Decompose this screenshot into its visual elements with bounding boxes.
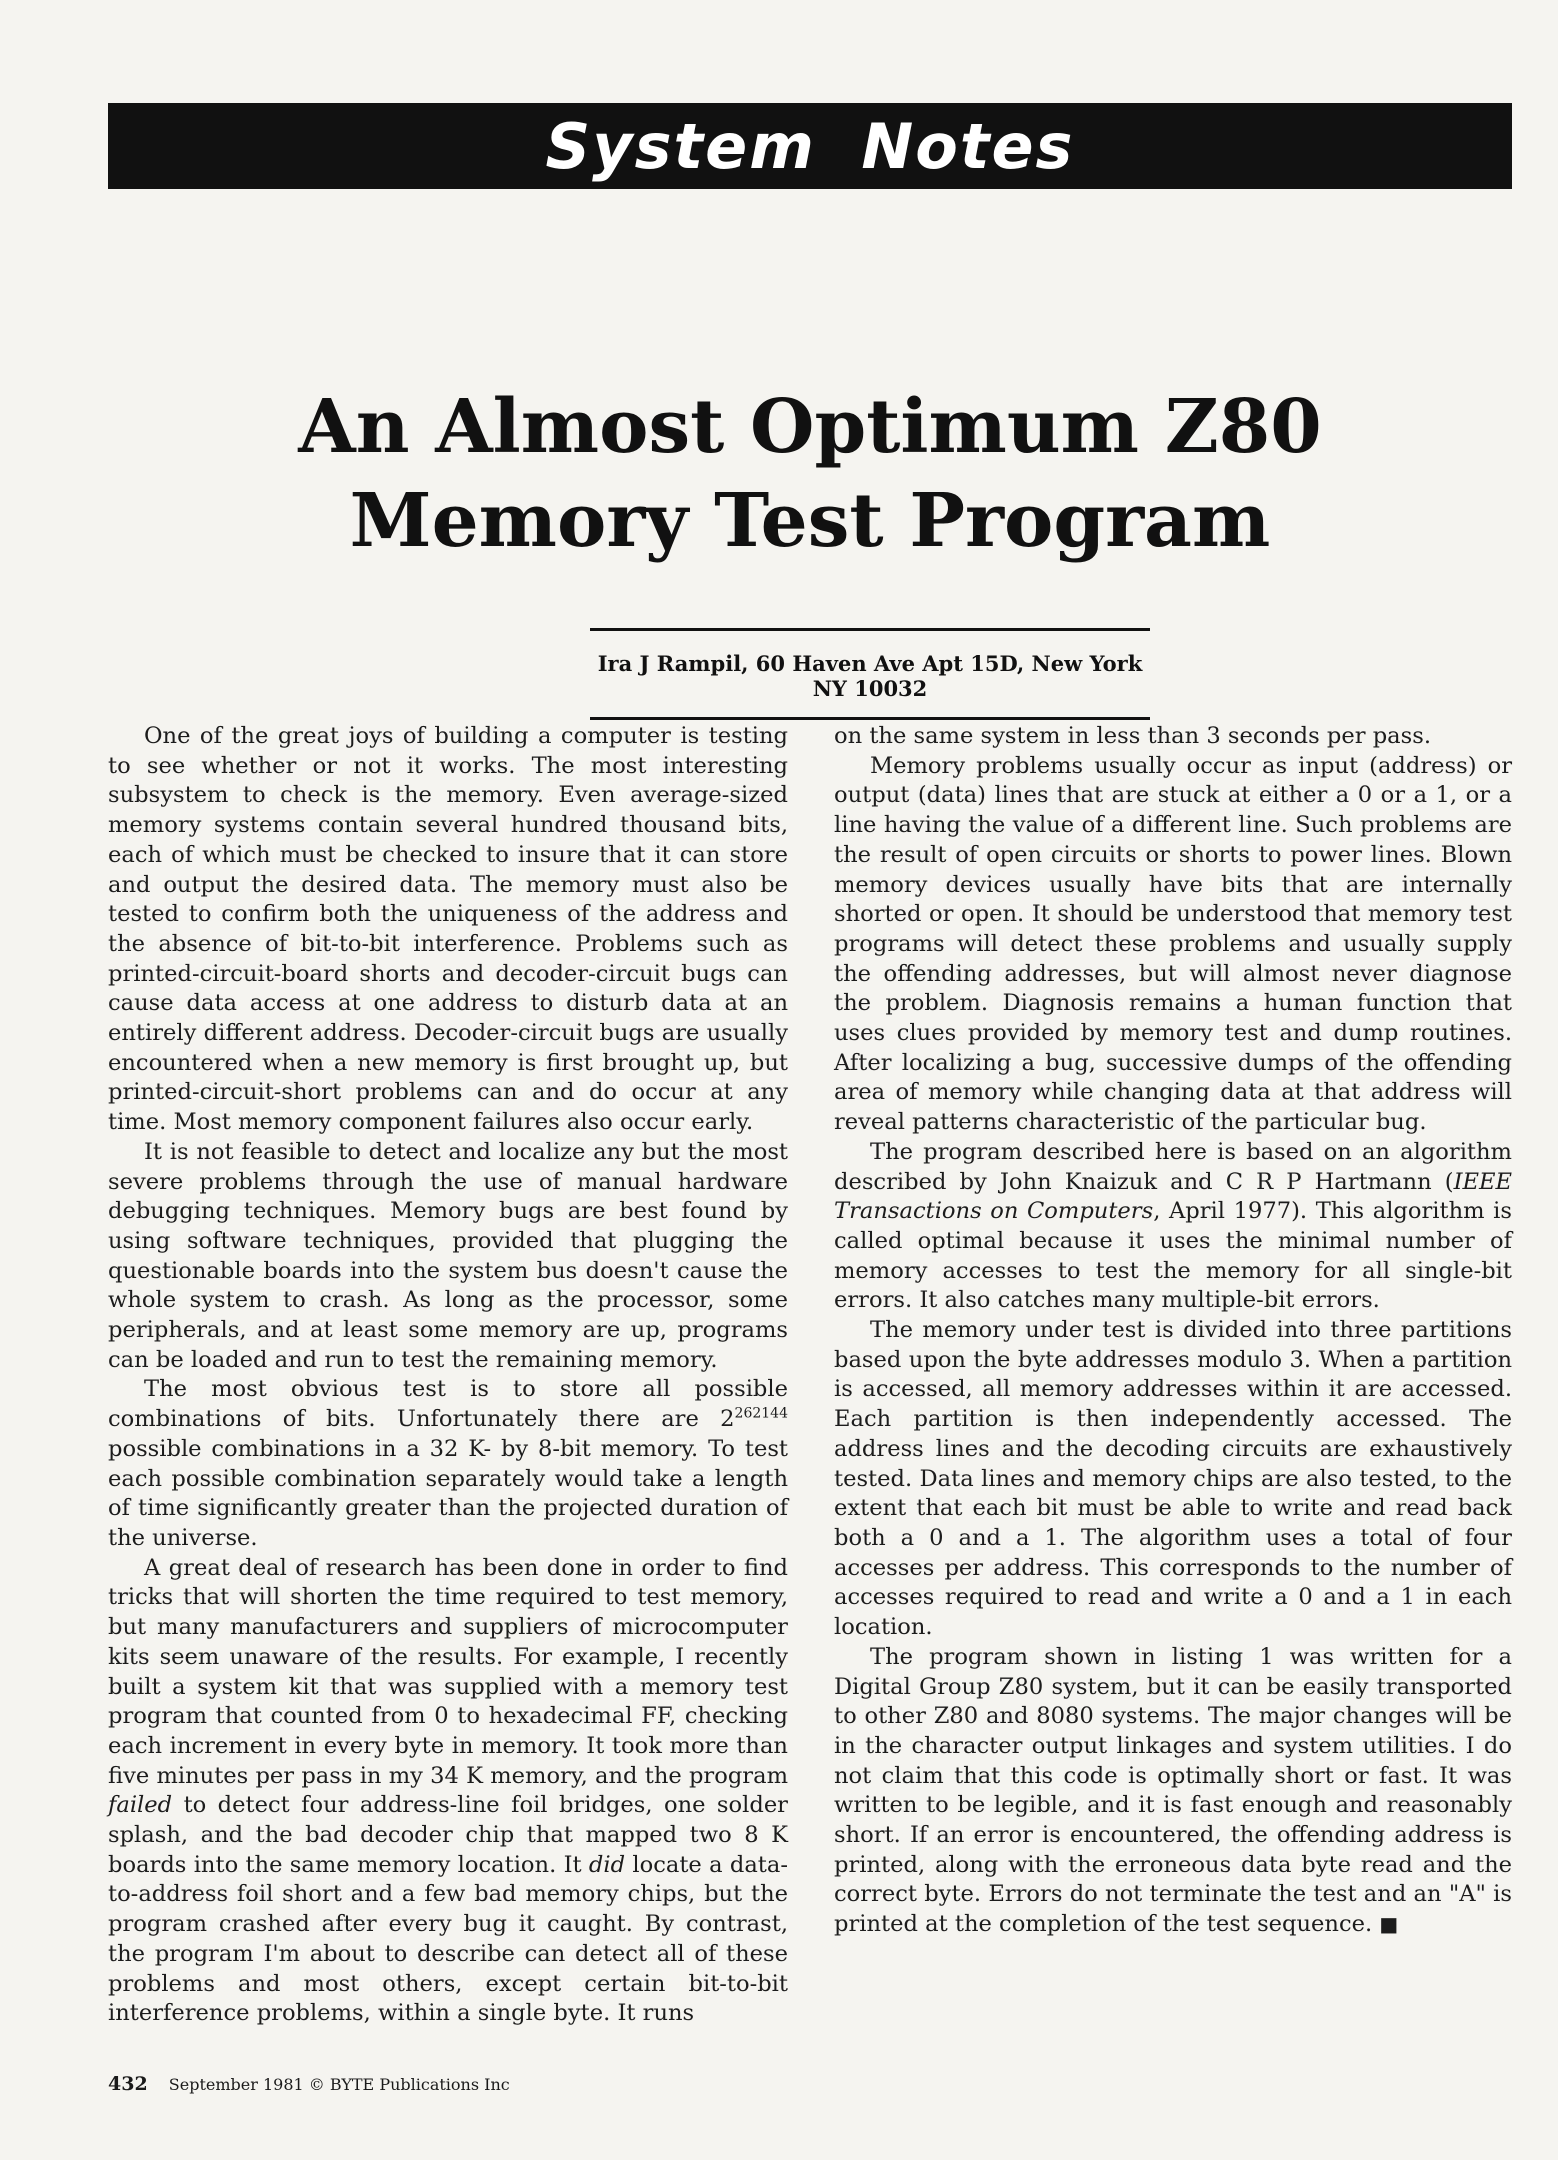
paragraph: One of the great joys of building a computer is testing to see whether or not it works. The most interesting subsystem to check is the memory. Even average-sized memory systems contain several hundred thousand bits, each of which must be checked to insure that it can store and output the desired data. The memory must also be tested to confirm both the uniqueness of the address and the absence of bit-to-bit interference. Problems such as printed-circuit-board shorts and decoder-circuit bugs can cause data access at one address to disturb data at an entirely different address. Decoder-circuit bugs are usually encountered when a new memory is first brought up, but printed-circuit-short problems can and do occur at any time. Most memory component failures also occur early. [108, 723, 788, 1136]
text-run: possible combinations in a 32 K- by 8-bit memory. To test each possible combination separately would take a length of time significantly greater than the projected duration of the universe. [108, 1435, 788, 1551]
paragraph [108, 1375, 788, 1553]
footer-text: September 1981 © BYTE Publications Inc [168, 2075, 510, 2094]
emphasis: failed [108, 1792, 173, 1819]
exponent: 262144 [734, 1405, 788, 1422]
right-column [834, 722, 1512, 1940]
text-run: to detect four address-line foil bridges, one solder splash, and the bad decoder chip that mapped two 8 K boards into the same memory location. It [108, 1792, 788, 1878]
left-column [108, 722, 788, 2029]
text-run: A great deal of research has been done in order to find tricks that will shorten the time required to test memory, but many manufacturers and suppliers of microcomputer kits seem unaware of the results. For example, I recently built a system kit that was supplied with a memory test program that counted from 0 to hexadecimal FF, checking each increment in every byte in memory. It took more than five minutes per pass in my 34 K memory, and the program [108, 1554, 788, 1789]
text-run: The program shown in listing 1 was written for a Digital Group Z80 system, but it can be easily transported to other Z80 and 8080 systems. The major changes will be in the character output linkages and system utilities. I do not claim that this code is optimally short or fast. It was written to be legible, and it is fast enough and reasonably short. If an error is encountered, the offending address is printed, along with the erroneous data byte read and the correct byte. Errors do not terminate the test and an "A" is printed at the completion of the test sequence. [834, 1643, 1512, 1938]
journal-title: IEEE Transactions on Computers [834, 1168, 1512, 1225]
text-run: The most obvious test is to store all possible combinations of bits. Unfortunately there are 2 [108, 1376, 788, 1433]
title-line-2: Memory Test Program [349, 478, 1271, 564]
title-line-1: An Almost Optimum Z80 [298, 384, 1322, 470]
article-title [108, 380, 1512, 568]
paragraph [108, 1554, 788, 2029]
paragraph: on the same system in less than 3 seconds per pass. [834, 723, 1432, 749]
banner-title: System Notes [545, 109, 1075, 183]
paragraph: It is not feasible to detect and localize any but the most severe problems through the use of manual hardware debugging techniques. Memory bugs are best found by using software techniques, provided that plugging the questionable boards into the system bus doesn't cause the whole system to crash. As long as the processor, some peripherals, and at least some memory are up, programs can be loaded and run to test the remaining memory. [108, 1138, 788, 1373]
text-run: locate a data-to-address foil short and a few bad memory chips, but the program crashed after every bug it caught. By contrast, the program I'm about to describe can detect all of these problems and most others, except certain bit-to-bit interference problems, within a single byte. It runs [108, 1851, 788, 2027]
text-run: , April 1977). This algorithm is called optimal because it uses the minimal number of memory accesses to test the memory for all single-bit errors. It also catches many multiple-bit errors. [834, 1198, 1512, 1314]
emphasis: did [588, 1851, 626, 1878]
paragraph [834, 1643, 1512, 1940]
paragraph: Memory problems usually occur as input (address) or output (data) lines that are stuck at either a 0 or a 1, or a line having the value of a different line. Such problems are the result of open circuits or shorts to power lines. Blown memory devices usually have bits that are internally shorted or open. It should be understood that memory test programs will detect these problems and usually supply the offending addresses, but will almost never diagnose the problem. Diagnosis remains a human function that uses clues provided by memory test and dump routines. After localizing a bug, successive dumps of the offending area of memory while changing data at that address will reveal patterns characteristic of the particular bug. [834, 752, 1512, 1136]
author-byline: Ira J Rampil, 60 Haven Ave Apt 15D, New York NY 10032 [590, 628, 1150, 720]
text-run: The program described here is based on an algorithm described by John Knaizuk and C R P Hartmann ( [834, 1138, 1512, 1195]
paragraph: The memory under test is divided into three partitions based upon the byte addresses modulo 3. When a partition is accessed, all memory addresses within it are accessed. Each partition is then independently accessed. The address lines and the decoding circuits are exhaustively tested. Data lines and memory chips are also tested, to the extent that each bit must be able to write and read back both a 0 and a 1. The algorithm uses a total of four accesses per address. This corresponds to the number of accesses required to read and write a 0 and a 1 in each location. [834, 1317, 1512, 1641]
page-number: 432 [108, 2073, 148, 2095]
paragraph [834, 1138, 1512, 1316]
section-banner [108, 103, 1512, 189]
end-mark-icon: ■ [1379, 1912, 1399, 1937]
page-footer [108, 2073, 510, 2095]
